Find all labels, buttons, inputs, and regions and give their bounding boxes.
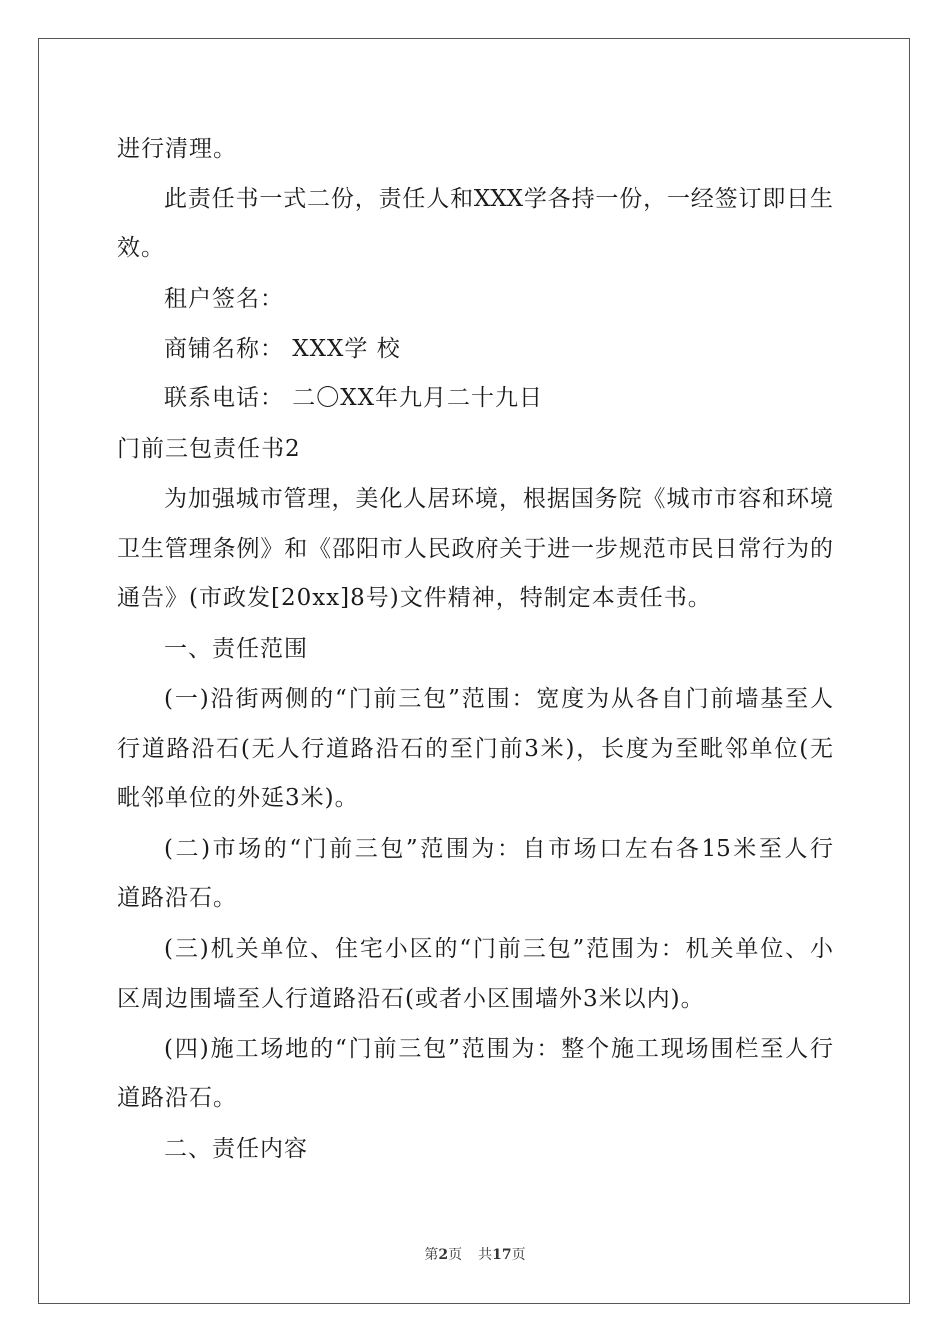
page-total: 17 (492, 1247, 512, 1263)
text-line: (二)市场的“门前三包”范围为：自市场口左右各15米至人行 (164, 836, 833, 862)
section-heading: 一、责任范围 (164, 636, 308, 662)
text-line: 道路沿石。 (117, 1085, 237, 1111)
text-line: 道路沿石。 (117, 885, 237, 911)
text-line: (一)沿街两侧的“门前三包”范围：宽度为从各自门前墙基至人 (164, 686, 833, 712)
text-line: (三)机关单位、住宅小区的“门前三包”范围为：机关单位、小 (164, 936, 833, 962)
text-line: 通告》(市政发[20xx]8号)文件精神，特制定本责任书。 (117, 585, 712, 611)
total-prefix: 共 (478, 1247, 493, 1263)
text-line: 卫生管理条例》和《邵阳市人民政府关于进一步规范市民日常行为的 (117, 536, 833, 562)
section-heading: 二、责任内容 (164, 1136, 308, 1162)
text-line: 租户签名： (164, 286, 284, 312)
total-unit: 页 (511, 1247, 526, 1263)
page-current: 2 (438, 1247, 449, 1263)
text-line: (四)施工场地的“门前三包”范围为：整个施工现场围栏至人行 (164, 1036, 833, 1062)
text-line: 联系电话： 二〇XX年九月二十九日 (164, 385, 544, 411)
page-prefix: 第 (424, 1247, 439, 1263)
text-line: 效。 (117, 235, 165, 261)
text-line: 此责任书一式二份，责任人和XXX学各持一份，一经签订即日生 (164, 186, 833, 212)
text-line: 商铺名称： XXX学 校 (164, 336, 401, 362)
text-line: 行道路沿石(无人行道路沿石的至门前3米)，长度为至毗邻单位(无 (117, 736, 833, 762)
page-border (38, 38, 910, 1304)
text-line: 毗邻单位的外延3米)。 (117, 785, 359, 811)
page-footer (0, 1246, 950, 1264)
text-line: 进行清理。 (117, 136, 237, 162)
page-unit: 页 (448, 1247, 463, 1263)
section-title: 门前三包责任书2 (117, 436, 301, 462)
text-line: 区周边围墙至人行道路沿石(或者小区围墙外3米以内)。 (117, 986, 705, 1012)
text-line: 为加强城市管理，美化人居环境，根据国务院《城市市容和环境 (164, 486, 833, 512)
